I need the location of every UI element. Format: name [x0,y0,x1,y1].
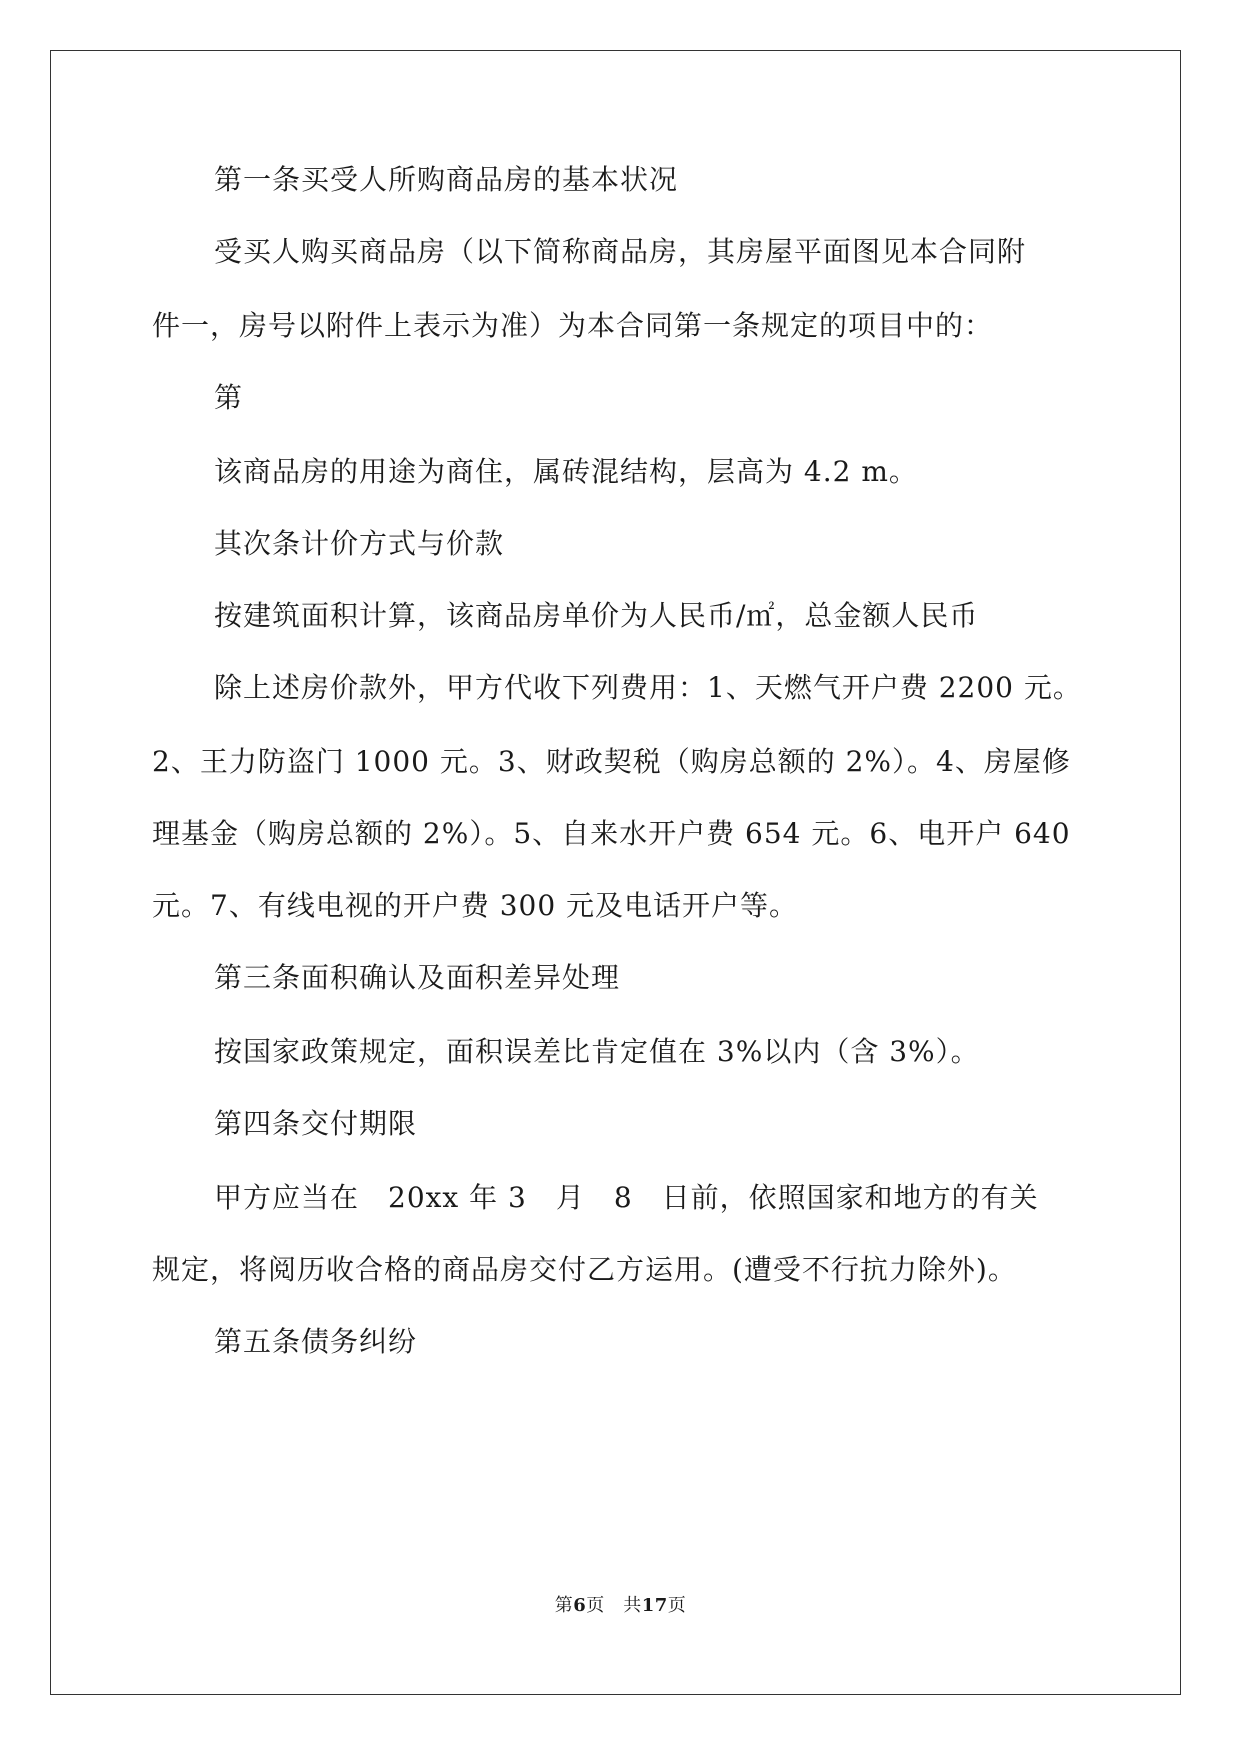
paragraph-line: 元。7、有线电视的开户费 300 元及电话开户等。 [152,889,799,922]
page-border [50,50,1181,1695]
page-prefix: 第 [554,1595,574,1616]
paragraph-line: 第 [214,381,244,414]
section-heading-1: 第一条买受人所购商品房的基本状况 [214,163,679,196]
paragraph-line: 按建筑面积计算，该商品房单价为人民币/㎡，总金额人民币 [214,599,979,632]
paragraph-line: 件一，房号以附件上表示为准）为本合同第一条规定的项目中的： [152,309,994,342]
page-mid: 页 共 [586,1595,642,1616]
paragraph-line: 除上述房价款外，甲方代收下列费用：1、天燃气开户费 2200 元。 [214,671,1082,704]
paragraph-line: 受买人购买商品房（以下简称商品房，其房屋平面图见本合同附 [214,235,1027,268]
paragraph-line: 该商品房的用途为商住，属砖混结构，层高为 4.2 m。 [214,455,918,488]
paragraph-line: 甲方应当在 20xx 年 3 月 8 日前，依照国家和地方的有关 [214,1181,1039,1214]
section-heading-2: 其次条计价方式与价款 [214,527,505,560]
current-page-number: 6 [573,1595,587,1616]
paragraph-line: 规定，将阅历收合格的商品房交付乙方运用。(遭受不行抗力除外)。 [152,1253,1017,1286]
total-page-number: 17 [641,1595,668,1616]
section-heading-4: 第四条交付期限 [214,1107,418,1140]
paragraph-line: 2、王力防盗门 1000 元。3、财政契税（购房总额的 2%）。4、房屋修 [152,745,1071,778]
page-number-footer [0,1594,1241,1618]
section-heading-3: 第三条面积确认及面积差异处理 [214,961,621,994]
paragraph-line: 理基金（购房总额的 2%）。5、自来水开户费 654 元。6、电开户 640 [152,817,1071,850]
page-suffix: 页 [667,1595,687,1616]
paragraph-line: 按国家政策规定，面积误差比肯定值在 3%以内（含 3%）。 [214,1035,980,1068]
section-heading-5: 第五条债务纠纷 [214,1325,418,1358]
